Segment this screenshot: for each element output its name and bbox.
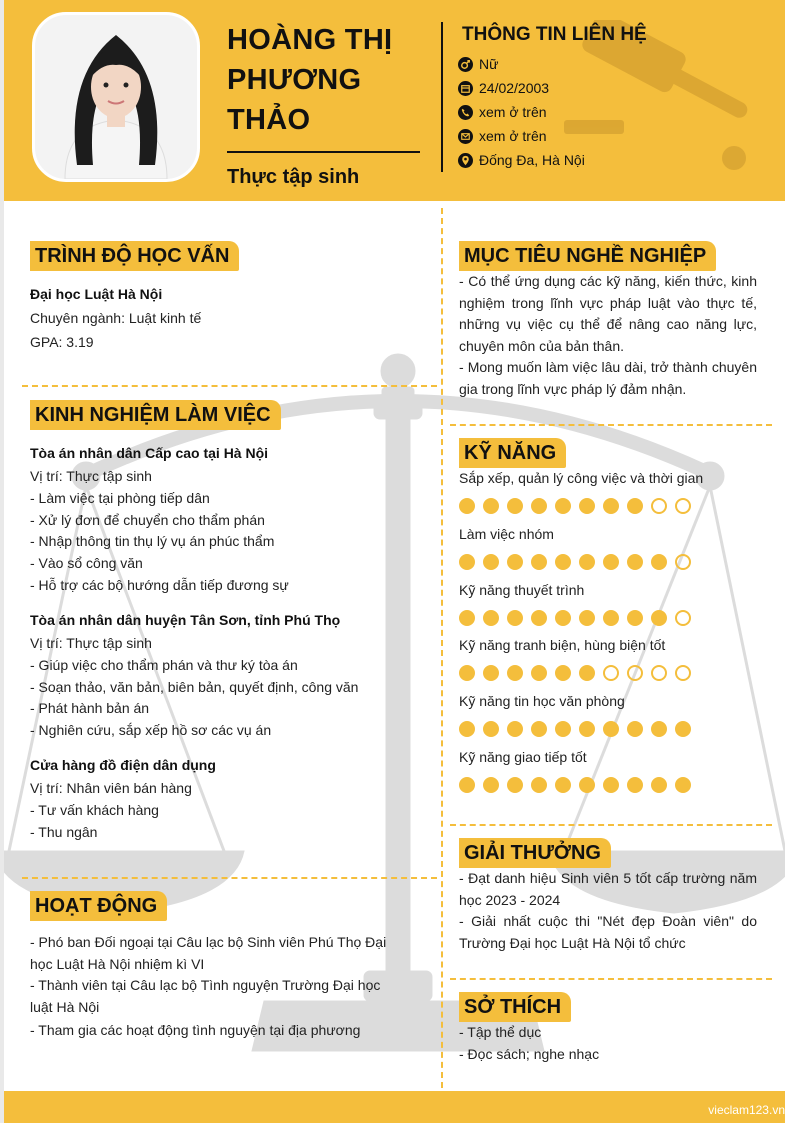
job-task: - Soạn thảo, văn bản, biên bản, quyết định, công văn [30, 678, 359, 695]
rating-dot-filled [507, 665, 523, 681]
rating-dot-filled [627, 721, 643, 737]
contact-value: xem ở trên [479, 104, 547, 120]
skill-rating [459, 721, 699, 737]
job-task: - Tư vấn khách hàng [30, 801, 159, 818]
activity-item: - Tham gia các hoạt động tình nguyện tại địa phương [30, 1022, 361, 1039]
header-divider [441, 22, 443, 172]
rating-dot-filled [459, 665, 475, 681]
rating-dot-filled [483, 721, 499, 737]
rating-dot-filled [579, 777, 595, 793]
rating-dot-filled [555, 554, 571, 570]
skill-label: Kỹ năng tranh biện, hùng biện tốt [459, 637, 666, 654]
objective-item: - Có thể ứng dụng các kỹ năng, kiến thức, kinh nghiệm trong lĩnh vực pháp luật vào thực tế, những vụ việc cụ thể để nâng cao năng lực, chuyên môn của bản thân. [459, 273, 757, 354]
rating-dot-filled [459, 610, 475, 626]
contact-value: Đống Đa, Hà Nội [479, 152, 585, 168]
phone-icon [458, 105, 473, 120]
rating-dot-filled [555, 721, 571, 737]
objective-item: - Mong muốn làm việc lâu dài, trở thành chuyên gia trong lĩnh vực pháp lý đảm nhận. [459, 359, 757, 397]
skill-label: Kỹ năng thuyết trình [459, 581, 585, 598]
rating-dot-filled [555, 777, 571, 793]
rating-dot-filled [603, 554, 619, 570]
rating-dot-filled [531, 777, 547, 793]
candidate-name [227, 20, 422, 140]
rating-dot-filled [651, 554, 667, 570]
rating-dot-filled [579, 554, 595, 570]
contact-email [458, 124, 585, 148]
skill-label: Kỹ năng tin học văn phòng [459, 693, 625, 710]
hobbies-list [459, 1022, 757, 1065]
rating-dot-filled [651, 721, 667, 737]
activities-list [30, 932, 402, 1042]
job-task: - Vào sổ công văn [30, 555, 143, 572]
rating-dot-filled [459, 721, 475, 737]
section-divider [22, 385, 437, 387]
rating-dot-filled [555, 665, 571, 681]
rating-dot-filled [675, 777, 691, 793]
job-task: - Nhập thông tin thụ lý vụ án phúc thẩm [30, 533, 275, 550]
section-divider [450, 824, 772, 826]
rating-dot-filled [579, 498, 595, 514]
rating-dot-filled [603, 721, 619, 737]
rating-dot-filled [651, 610, 667, 626]
contact-value: 24/02/2003 [479, 80, 550, 96]
job-task: - Xử lý đơn để chuyển cho thẩm phán [30, 511, 265, 528]
rating-dot-empty [651, 665, 667, 681]
column-divider [441, 208, 443, 1088]
contact-address [458, 148, 585, 172]
skill-label: Kỹ năng giao tiếp tốt [459, 749, 587, 765]
skill-rating [459, 610, 699, 626]
section-divider [450, 424, 772, 426]
objective-text [459, 271, 757, 401]
contact-phone [458, 100, 585, 124]
contact-gender [458, 52, 585, 76]
rating-dot-filled [483, 777, 499, 793]
skill-label: Sắp xếp, quản lý công việc và thời gian [459, 470, 704, 486]
job-task: - Giúp việc cho thẩm phán và thư ký tòa án [30, 656, 298, 673]
rating-dot-filled [627, 777, 643, 793]
skill-rating [459, 554, 699, 570]
skill-label: Làm việc nhóm [459, 525, 554, 542]
contact-birthday [458, 76, 585, 100]
section-divider [450, 978, 772, 980]
education-gpa: GPA: 3.19 [30, 334, 94, 350]
education-heading: TRÌNH ĐỘ HỌC VẤN [30, 241, 239, 271]
awards-heading: GIẢI THƯỞNG [459, 838, 611, 868]
award-item: - Giải nhất cuộc thi "Nét đẹp Đoàn viên" do Trường Đại học Luật Hà Nội tổ chức [459, 913, 757, 951]
rating-dot-filled [507, 777, 523, 793]
education-school [30, 283, 162, 305]
rating-dot-filled [483, 498, 499, 514]
rating-dot-empty [675, 610, 691, 626]
rating-dot-filled [627, 610, 643, 626]
skill-rating [459, 665, 699, 681]
footer-bar [4, 1091, 785, 1123]
skill-rating [459, 498, 699, 514]
job-task: - Hỗ trợ các bộ hướng dẫn tiếp đương sự [30, 576, 289, 593]
contact-list [458, 52, 585, 172]
hobbies-heading: SỞ THÍCH [459, 992, 571, 1022]
rating-dot-filled [531, 665, 547, 681]
rating-dot-filled [531, 721, 547, 737]
job-entry [30, 609, 430, 631]
rating-dot-filled [579, 665, 595, 681]
activity-item: - Thành viên tại Câu lạc bộ Tình nguyện Trường Đại học luật Hà Nội [30, 977, 381, 1015]
contact-title: THÔNG TIN LIÊN HỆ [462, 24, 647, 45]
rating-dot-filled [675, 721, 691, 737]
rating-dot-filled [483, 554, 499, 570]
contact-value: xem ở trên [479, 128, 547, 144]
rating-dot-empty [675, 554, 691, 570]
job-task: - Nghiên cứu, sắp xếp hồ sơ các vụ án [30, 722, 272, 739]
rating-dot-filled [579, 610, 595, 626]
job-task: - Phát hành bản án [30, 700, 150, 717]
job-details [30, 466, 430, 597]
gender-icon [458, 57, 473, 72]
job-task: - Thu ngân [30, 823, 98, 840]
rating-dot-filled [507, 610, 523, 626]
location-icon [458, 153, 473, 168]
activities-heading: HOẠT ĐỘNG [30, 891, 167, 921]
rating-dot-filled [507, 498, 523, 514]
skill-rating [459, 777, 699, 793]
job-position: Vị trí: Thực tập sinh [30, 468, 152, 484]
rating-dot-filled [579, 721, 595, 737]
header-banner [4, 0, 785, 201]
rating-dot-filled [603, 777, 619, 793]
rating-dot-empty [675, 498, 691, 514]
rating-dot-filled [555, 498, 571, 514]
job-company: Tòa án nhân dân huyện Tân Sơn, tỉnh Phú Thọ [30, 612, 341, 628]
job-company: Tòa án nhân dân Cấp cao tại Hà Nội [30, 445, 269, 461]
activity-item: - Phó ban Đối ngoại tại Câu lạc bộ Sinh viên Phú Thọ Đại học Luật Hà Nội nhiệm kì VI [30, 934, 387, 972]
skills-heading: KỸ NĂNG [459, 438, 566, 468]
job-position: Vị trí: Thực tập sinh [30, 635, 152, 651]
cv-page [4, 0, 785, 1123]
rating-dot-filled [555, 610, 571, 626]
awards-list [459, 868, 757, 954]
avatar [32, 12, 200, 182]
hobby-item: - Tập thể dục [459, 1024, 542, 1040]
footer-brand: vieclam123.vn [708, 1103, 785, 1117]
calendar-icon [458, 81, 473, 96]
section-divider [22, 877, 437, 879]
job-company: Cửa hàng đồ điện dân dụng [30, 757, 216, 773]
rating-dot-filled [507, 554, 523, 570]
name-divider [227, 151, 420, 153]
rating-dot-filled [531, 610, 547, 626]
portrait-image [35, 15, 197, 179]
job-title: Thực tập sinh [227, 166, 360, 188]
rating-dot-filled [507, 721, 523, 737]
contact-value: Nữ [479, 56, 499, 72]
rating-dot-empty [675, 665, 691, 681]
rating-dot-filled [459, 554, 475, 570]
experience-heading: KINH NGHIỆM LÀM VIỆC [30, 400, 281, 430]
job-details [30, 633, 430, 742]
job-task: - Làm việc tại phòng tiếp dân [30, 489, 210, 506]
rating-dot-empty [603, 665, 619, 681]
rating-dot-filled [459, 777, 475, 793]
name-line: PHƯƠNG [227, 64, 362, 96]
hobby-item: - Đọc sách; nghe nhạc [459, 1045, 600, 1062]
email-icon [458, 129, 473, 144]
job-entry [30, 754, 430, 776]
rating-dot-filled [603, 610, 619, 626]
rating-dot-filled [651, 777, 667, 793]
name-line: HOÀNG THỊ [227, 24, 393, 56]
rating-dot-filled [627, 498, 643, 514]
school-name: Đại học Luật Hà Nội [30, 286, 163, 302]
rating-dot-filled [483, 610, 499, 626]
job-details [30, 778, 430, 843]
rating-dot-filled [531, 498, 547, 514]
objective-heading: MỤC TIÊU NGHỀ NGHIỆP [459, 241, 716, 271]
rating-dot-filled [531, 554, 547, 570]
job-entry [30, 442, 430, 464]
rating-dot-filled [483, 665, 499, 681]
rating-dot-filled [459, 498, 475, 514]
job-position: Vị trí: Nhân viên bán hàng [30, 780, 192, 796]
rating-dot-empty [651, 498, 667, 514]
rating-dot-empty [627, 665, 643, 681]
award-item: - Đạt danh hiệu Sinh viên 5 tốt cấp trường năm học 2023 - 2024 [459, 870, 757, 908]
rating-dot-filled [627, 554, 643, 570]
education-major: Chuyên ngành: Luật kinh tế [30, 310, 202, 326]
name-line: THẢO [227, 104, 311, 136]
rating-dot-filled [603, 498, 619, 514]
